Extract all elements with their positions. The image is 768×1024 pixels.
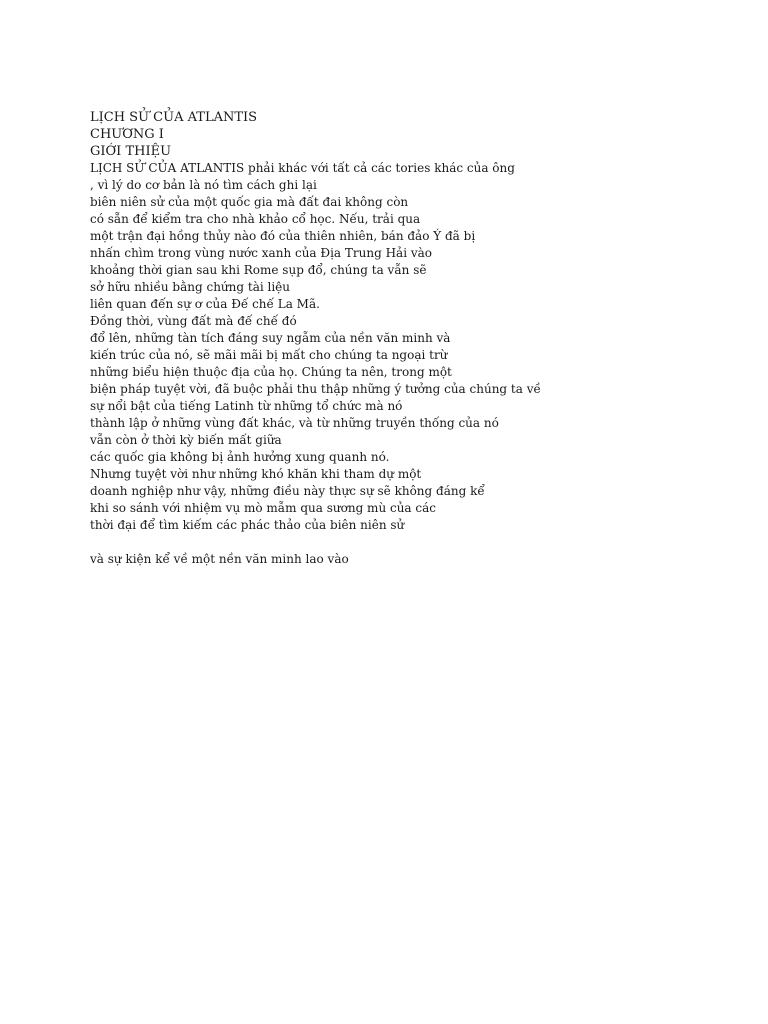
paragraph-line: Đồng thời, vùng đất mà đế chế đó [90,314,297,328]
paragraph-line: doanh nghiệp như vậy, những điều này thực sự sẽ không đáng kể [90,484,485,498]
paragraph-line: đổ lên, những tàn tích đáng suy ngẫm của nền văn minh và [90,331,451,345]
paragraph-line: khi so sánh với nhiệm vụ mò mẫm qua sương mù của các [90,501,436,515]
paragraph-line: vẫn còn ở thời kỳ biến mất giữa [90,433,282,447]
paragraph-line: liên quan đến sự ơ của Đế chế La Mã. [90,297,320,311]
closing-line: và sự kiện kể về một nền văn minh lao vào [90,552,349,566]
section-heading: GIỚI THIỆU [90,144,172,159]
paragraph-line: nhấn chìm trong vùng nước xanh của Địa Trung Hải vào [90,246,433,260]
intro-paragraph [90,160,730,534]
paragraph-line: thời đại để tìm kiếm các phác thảo của biên niên sử [90,518,405,532]
paragraph-line: sự nổi bật của tiếng Latinh từ những tổ chức mà nó [90,399,403,413]
paragraph-line: biện pháp tuyệt vời, đã buộc phải thu thập những ý tưởng của chúng ta về [90,382,541,396]
paragraph-line: kiến trúc của nó, sẽ mãi mãi bị mất cho chúng ta ngoại trừ [90,348,448,362]
chapter-heading: CHƯƠNG I [90,127,164,142]
paragraph-line: LỊCH SỬ CỦA ATLANTIS phải khác với tất cả các tories khác của ông [90,161,515,175]
paragraph-line: có sẵn để kiểm tra cho nhà khảo cổ học. Nếu, trải qua [90,212,421,226]
paragraph-line: một trận đại hồng thủy nào đó của thiên nhiên, bán đảo Ý đã bị [90,229,476,243]
paragraph-line: sở hữu nhiều bằng chứng tài liệu [90,280,291,294]
paragraph-line: , vì lý do cơ bản là nó tìm cách ghi lại [90,178,317,192]
paragraph-line: các quốc gia không bị ảnh hưởng xung quanh nó. [90,450,390,464]
document-title: LỊCH SỬ CỦA ATLANTIS [90,110,258,125]
paragraph-line: khoảng thời gian sau khi Rome sụp đổ, chúng ta vẫn sẽ [90,263,427,277]
paragraph-line: thành lập ở những vùng đất khác, và từ những truyền thống của nó [90,416,499,430]
paragraph-line: những biểu hiện thuộc địa của họ. Chúng ta nên, trong một [90,365,452,379]
blank-line [90,534,730,551]
paragraph-line: biên niên sử của một quốc gia mà đất đai không còn [90,195,409,209]
document-body [90,109,730,568]
paragraph-line: Nhưng tuyệt vời như những khó khăn khi tham dự một [90,467,422,481]
